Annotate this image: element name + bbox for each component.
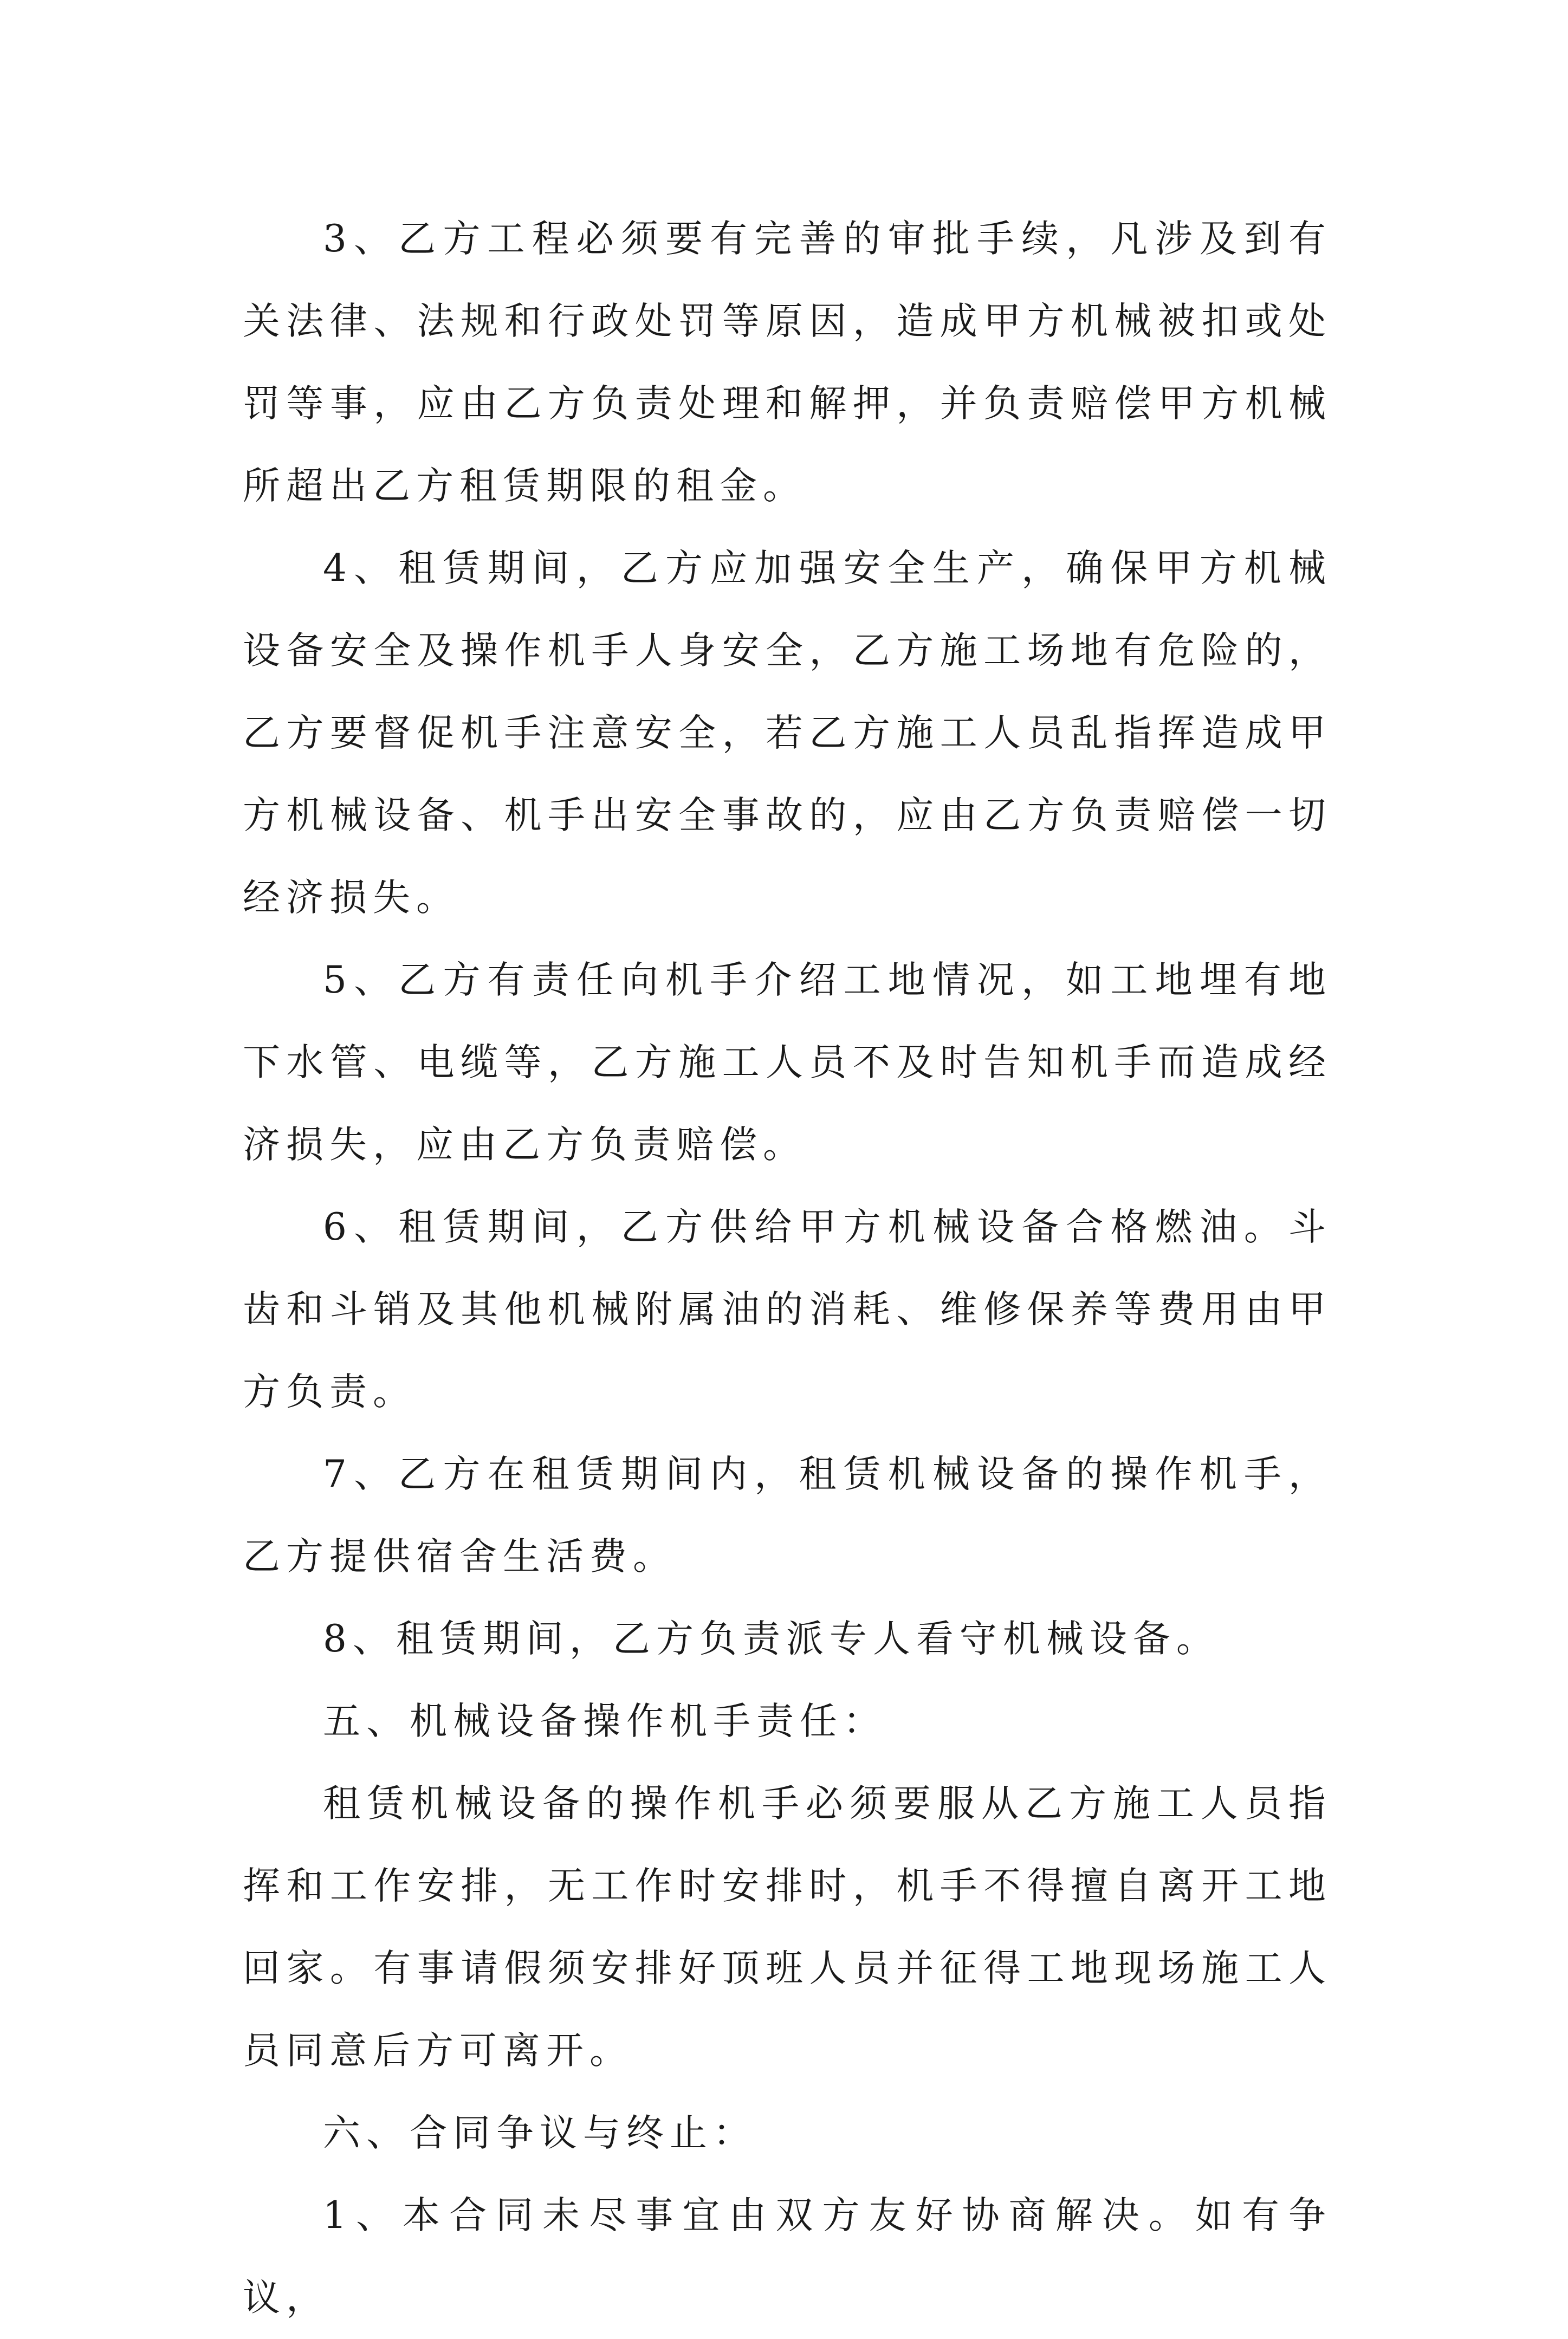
clause-7-paragraph: 7、乙方在租赁期间内，租赁机械设备的操作机手，乙方提供宿舍生活费。 xyxy=(243,1453,1332,1578)
clause-6-paragraph: 6、租赁期间，乙方供给甲方机械设备合格燃油。斗齿和斗销及其他机械附属油的消耗、维修保养等费用由甲方负责。 xyxy=(243,1206,1332,1414)
clause-3-paragraph: 3、乙方工程必须要有完善的审批手续，凡涉及到有关法律、法规和行政处罚等原因，造成甲方机械被扣或处罚等事，应由乙方负责处理和解押，并负责赔偿甲方机械所超出乙方租赁期限的租金。 xyxy=(243,217,1332,508)
clause-8-paragraph: 8、租赁期间，乙方负责派专人看守机械设备。 xyxy=(323,1617,1220,1661)
section-6-heading: 六、合同争议与终止： xyxy=(323,2111,756,2155)
section-5-heading: 五、机械设备操作机手责任： xyxy=(323,1700,886,1743)
document-body xyxy=(243,198,1332,2339)
clause-4-paragraph: 4、租赁期间，乙方应加强安全生产，确保甲方机械设备安全及操作机手人身安全，乙方施工场地有危险的，乙方要督促机手注意安全，若乙方施工人员乱指挥造成甲方机械设备、机手出安全事故的，应由乙方负责赔偿一切经济损失。 xyxy=(243,547,1332,919)
dispute-clause-1-paragraph: 1、本合同未尽事宜由双方友好协商解决。如有争议， xyxy=(243,2194,1332,2319)
operator-responsibility-paragraph: 租赁机械设备的操作机手必须要服从乙方施工人员指挥和工作安排，无工作时安排时，机手不得擅自离开工地回家。有事请假须安排好顶班人员并征得工地现场施工人员同意后方可离开。 xyxy=(243,1782,1332,2072)
clause-5-paragraph: 5、乙方有责任向机手介绍工地情况，如工地埋有地下水管、电缆等，乙方施工人员不及时告知机手而造成经济损失，应由乙方负责赔偿。 xyxy=(243,958,1332,1167)
